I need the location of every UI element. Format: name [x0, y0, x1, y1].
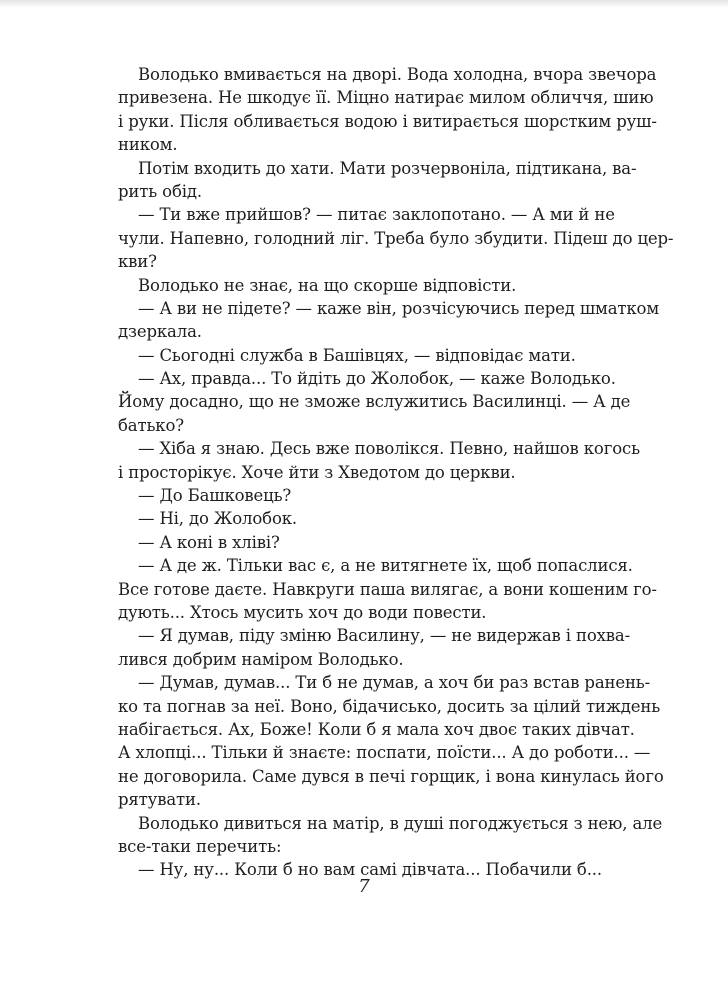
- text-line: дзеркала.: [118, 322, 202, 342]
- text-line: Володько вмивається на дворі. Вода холодна, вчора звечора: [138, 65, 657, 84]
- text-line: ко та погнав за неї. Воно, бідачисько, досить за цілий тиждень: [118, 696, 661, 716]
- text-line: — Ах, правда... То йдіть до Жолобок, — каже Володько.: [138, 369, 616, 389]
- text-line: — Думав, думав... Ти б не думав, а хоч би раз встав ранень-: [138, 673, 651, 693]
- text-line: — А коні в хліві?: [138, 532, 280, 552]
- text-line: — Ти вже прийшов? — питає заклопотано. — А ми й не: [138, 205, 615, 225]
- text-line: — Ні, до Жолобок.: [138, 509, 298, 529]
- text-line: — Ну, ну... Коли б но вам самі дівчата... Побачили б...: [138, 860, 602, 880]
- page-top-shadow: [0, 0, 728, 8]
- page-body-text: [118, 63, 674, 882]
- text-line: все-таки перечить:: [118, 836, 282, 856]
- text-line: — А ви не підете? — каже він, розчісуючись перед шматком: [138, 298, 660, 318]
- text-line: привезена. Не шкодує її. Міцно натирає милом обличчя, шию: [118, 88, 654, 108]
- page-number: 7: [358, 876, 370, 897]
- text-line: — Я думав, піду зміню Василину, — не видержав і похва-: [138, 626, 631, 646]
- text-line: батько?: [118, 415, 184, 435]
- text-line: — Хіба я знаю. Десь вже поволікся. Певно, найшов когось: [138, 439, 640, 459]
- text-line: набігається. Ах, Боже! Коли б я мала хоч двоє таких дівчат.: [118, 719, 635, 739]
- text-line: — А де ж. Тільки вас є, а не витягнете їх, щоб попаслися.: [138, 556, 633, 576]
- text-line: рятувати.: [118, 790, 201, 810]
- text-line: кви?: [118, 252, 157, 272]
- text-line: рить обід.: [118, 181, 202, 201]
- text-line: Потім входить до хати. Мати розчервоніла, підтикана, ва-: [138, 158, 637, 178]
- text-line: Володько не знає, на що скорше відповісти.: [138, 275, 517, 295]
- text-line: і просторікує. Хоче йти з Хведотом до церкви.: [118, 462, 516, 482]
- text-line: дують... Хтось мусить хоч до води повести.: [118, 602, 487, 622]
- text-line: Володько дивиться на матір, в душі погоджується з нею, але: [138, 813, 663, 833]
- text-line: Йому досадно, що не зможе вслужитись Василинці. — А де: [118, 392, 631, 412]
- text-line: А хлопці... Тільки й знаєте: поспати, поїсти... А до роботи... —: [118, 743, 651, 763]
- text-line: — До Башковець?: [138, 486, 292, 506]
- text-line: чули. Напевно, голодний ліг. Треба було збудити. Підеш до цер-: [118, 228, 674, 248]
- text-line: ником.: [118, 135, 178, 155]
- text-line: — Сьогодні служба в Башівцях, — відповідає мати.: [138, 345, 576, 365]
- text-line: Все готове даєте. Навкруги паша вилягає, а вони кошеним го-: [118, 579, 657, 599]
- text-line: лився добрим наміром Володько.: [118, 649, 404, 669]
- text-line: не договорила. Саме дувся в печі горщик, і вона кинулась його: [118, 766, 664, 786]
- text-line: і руки. Після обливається водою і витирається шорстким руш-: [118, 111, 657, 131]
